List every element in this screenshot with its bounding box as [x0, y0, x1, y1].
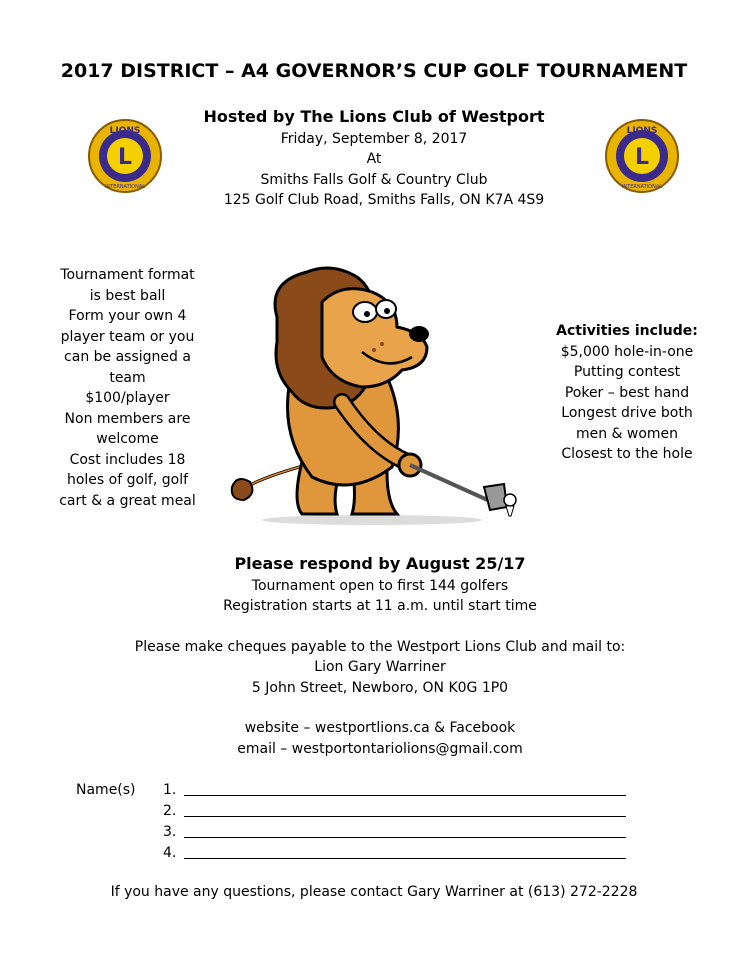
- activities-heading: Activities include:: [556, 323, 698, 339]
- info-line: welcome: [96, 431, 159, 447]
- svg-text:LIONS: LIONS: [626, 126, 658, 136]
- svg-text:INTERNATIONAL: INTERNATIONAL: [621, 184, 663, 190]
- info-line: Non members are: [64, 410, 191, 427]
- info-line: can be assigned a: [64, 349, 191, 365]
- page-title: 2017 DISTRICT – A4 GOVERNOR’S CUP GOLF TOURNAMENT: [60, 60, 688, 82]
- activity-item: $5,000 hole-in-one: [560, 343, 694, 360]
- info-line: Tournament format: [60, 267, 195, 283]
- payment-line-2: Lion Gary Warriner: [314, 659, 446, 675]
- info-line: holes of golf, golf: [66, 472, 189, 488]
- activity-item: Poker – best hand: [564, 384, 690, 401]
- lions-logo-right-icon: [602, 118, 682, 194]
- name-field-1[interactable]: [184, 781, 626, 796]
- name-number: 1.: [163, 782, 177, 798]
- name-number: 4.: [163, 845, 177, 861]
- payment-line-3: 5 John Street, Newboro, ON K0G 1P0: [251, 680, 509, 696]
- activities-list: [537, 321, 717, 465]
- activity-item: Longest drive both: [561, 405, 693, 421]
- at-line: At: [366, 151, 382, 167]
- respond-heading: Please respond by August 25/17: [234, 554, 526, 573]
- info-line: is best ball: [89, 287, 166, 304]
- payment-line-1: Please make cheques payable to the Westport Lions Club and mail to:: [134, 639, 626, 655]
- info-line: Form your own 4: [68, 308, 187, 324]
- venue-name: Smiths Falls Golf & Country Club: [260, 172, 488, 188]
- email-line: email – westportontariolions@gmail.com: [237, 741, 523, 757]
- info-line: Cost includes 18: [69, 451, 186, 468]
- respond-line-1: Tournament open to first 144 golfers: [251, 578, 509, 594]
- svg-text:L: L: [634, 145, 650, 170]
- activity-item: men & women: [575, 425, 679, 442]
- names-label: Name(s): [76, 782, 136, 798]
- footer-contact: If you have any questions, please contact Gary Warriner at (613) 272-2228: [110, 884, 638, 900]
- activity-item: Closest to the hole: [561, 446, 693, 462]
- logo-letter: L: [117, 145, 133, 170]
- name-field-2[interactable]: [184, 802, 626, 817]
- lions-logo-left-icon: [85, 118, 165, 194]
- website-line: website – westportlions.ca & Facebook: [244, 720, 516, 736]
- svg-text:INTERNATIONAL: INTERNATIONAL: [104, 184, 146, 190]
- tournament-info: [50, 265, 205, 511]
- event-date: Friday, September 8, 2017: [280, 131, 468, 147]
- host-line: Hosted by The Lions Club of Westport: [203, 107, 545, 126]
- respond-line-2: Registration starts at 11 a.m. until start time: [223, 598, 537, 614]
- venue-address: 125 Golf Club Road, Smiths Falls, ON K7A 4S9: [223, 192, 545, 208]
- name-field-3[interactable]: [184, 823, 626, 838]
- lion-golfer-illustration: [222, 262, 532, 532]
- activity-item: Putting contest: [573, 364, 681, 380]
- info-line: $100/player: [85, 390, 170, 406]
- name-number: 2.: [163, 803, 177, 819]
- info-line: cart & a great meal: [59, 492, 196, 509]
- info-line: player team or you: [60, 328, 195, 345]
- svg-text:LIONS: LIONS: [109, 126, 141, 136]
- info-line: team: [109, 369, 146, 386]
- name-field-4[interactable]: [184, 844, 626, 859]
- name-number: 3.: [163, 824, 177, 840]
